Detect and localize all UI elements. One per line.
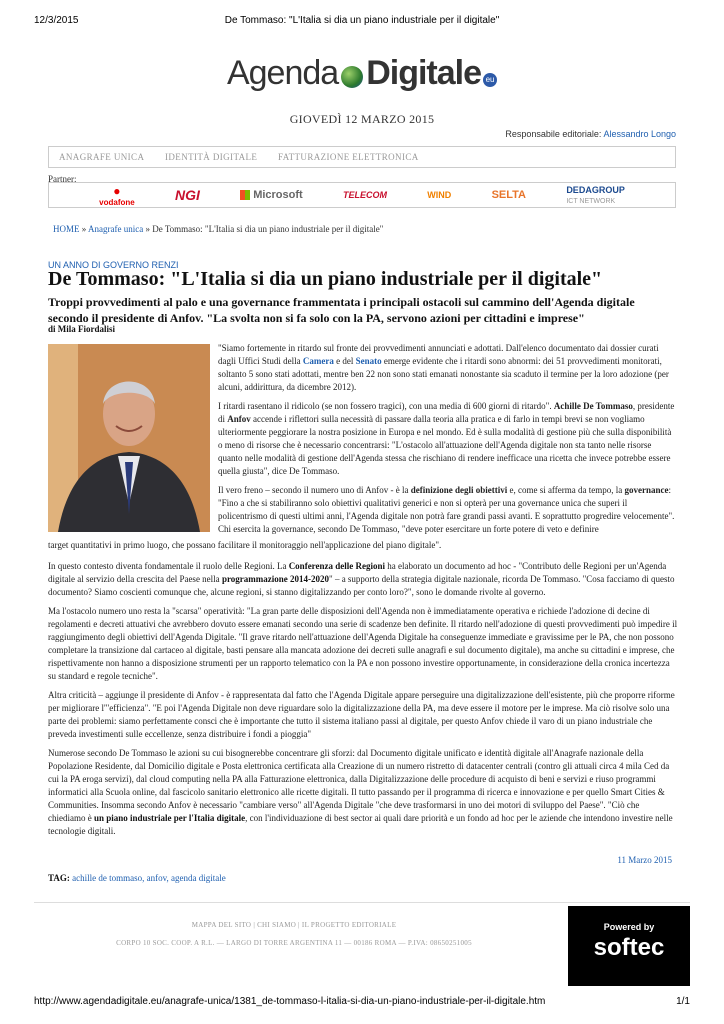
logo-digitale: Digitale <box>366 54 482 92</box>
paragraph-6: Altra criticità – aggiunge il presidente di Anfov - è rappresentata dal fatto che l'Agenda Digitale appare perseguire una digitalizzazione dell'esistente, più che proporre riforme per migliorare l'"efficienza". "E poi l'Agenda Digitale non deve riguardare solo la digitalizzazione della PA, ma deve essere il motore per le imprese. Ma ciò risolve solo una parte dei problemi: siamo perfettamente consci che è importante che tutto il sistema italiano passi al digitale, per questo Anfov chiede il varo di un piano industriale che preveda investimenti sulle eccellenze, senza distribuire i fondi a pioggia" <box>48 690 675 739</box>
softec-logo: softec <box>593 934 665 961</box>
publish-date: 11 Marzo 2015 <box>617 855 672 865</box>
article-title: De Tommaso: "L'Italia si dia un piano industriale per il digitale" <box>48 268 603 290</box>
nav-anagrafe-unica[interactable]: ANAGRAFE UNICA <box>59 152 145 162</box>
site-footer <box>34 916 554 952</box>
print-date: 12/3/2015 <box>34 15 79 26</box>
date-line: GIOVEDÌ 12 MARZO 2015 <box>289 112 435 126</box>
article-subtitle: Troppi provvedimenti al palo e una governance frammentata i principali ostacoli sul cammino dell'Agenda digitale secondo il presidente di Anfov. "La svolta non si fa solo con la PA, servono azioni per cittadini e imprese" <box>48 295 635 325</box>
tag-links[interactable]: achille de tommaso, anfov, agenda digitale <box>72 873 226 883</box>
partner-dedagroup-logo[interactable]: DEDAGROUP ICT NETWORK <box>566 185 625 205</box>
footer-company: CORPO 10 SOC. COOP. A R.L. — LARGO DI TORRE ARGENTINA 11 — 00186 ROMA — P.IVA: 08650251005 <box>116 939 472 947</box>
paragraph-7: Numerose secondo De Tommaso le azioni su cui bisognerebbe concentrare gli sforzi: dal Documento digitale unificato e identità digitale all'Anagrafe nazionale della Popolazione Residente, dal Domicilio digitale e Posta elettronica certificata alla Creazione di un numero ristretto di datacenter centrali (contro gli attuali circa 4 mila Ced da cui la PA eroga servizi), dal cloud computing nella PA alla Fatturazione elettronica, dalla Digitalizzazione delle procedure di acquisto di beni e servizi e riuso programmi informatici alla Scuola online, dal fascicolo sanitario elettronico alle ricette digitali. Il tutto passando per il programma di ricerca e innovazione e per quello Smart Cities & Communities. Insomma secondo Anfov è necessario "cambiare verso" all'Agenda Digitale "che deve trasformarsi in uno dei motori di sviluppo del Paese". "Ciò che chiediamo è un piano industriale per l'Italia digitale, con l'individuazione di best sector ai quali dare priorità e un fondo ad hoc per le aziende che intendono investire nelle tecnologie digitali. <box>48 748 673 836</box>
author-photo <box>48 344 210 532</box>
print-title: De Tommaso: "L'Italia si dia un piano industriale per il digitale" <box>224 15 500 26</box>
partner-ngi-logo[interactable]: NGI <box>175 187 200 203</box>
editor-link[interactable]: Alessandro Longo <box>603 129 676 139</box>
partner-selta-logo[interactable]: SELTA <box>491 189 527 201</box>
article-tags: TAG: achille de tommaso, anfov, agenda digitale <box>48 873 226 883</box>
breadcrumb-home[interactable]: HOME <box>53 224 80 234</box>
paragraph-5: Ma l'ostacolo numero uno resta la "scarsa" operatività: "La gran parte delle disposizioni dell'Agenda non è immediatamente operativa e richiede l'adozione di decine di regolamenti e decreti attuativi che avrebbero dovuto essere emanati secondo una serie di scadenze ben definite. Il ritardo nell'adozione di questi provvedimenti può impedire il raggiungimento degli obiettivi dell'Agenda Digitale. "Il grave ritardo nell'attuazione dell'Agenda Digitale ha conseguenze immediate e gravissime per le PA, che non possono completare la transizione dal cartaceo al digitale, basti pensare alla mancata adozione dei decreti sulle anagrafi e sul documento digitale), ma anche su cittadini e imprese, che rispettivamente non hanno a disposizione strumenti per un rapporto telematico con la PA e non possono investire opportunamente, in considerazione della cronica incertezza su standard e regole tecniche". <box>48 606 678 681</box>
nav-fatturazione-elettronica[interactable]: FATTURAZIONE ELETTRONICA <box>277 152 419 162</box>
editor-line: Responsabile editoriale: Alessandro Longo <box>505 129 676 139</box>
link-camera[interactable]: Camera <box>302 356 334 366</box>
footer-divider <box>34 902 690 903</box>
logo-eu-badge: eu <box>483 73 497 87</box>
nav-identita-digitale[interactable]: IDENTITÀ DIGITALE <box>165 152 258 162</box>
partner-wind-logo[interactable]: WIND <box>427 190 452 200</box>
logo-agenda: Agenda <box>226 54 339 92</box>
print-footer <box>34 996 690 1007</box>
breadcrumb-section[interactable]: Anagrafe unica <box>88 224 144 234</box>
footer-links[interactable]: MAPPA DEL SITO | CHI SIAMO | IL PROGETTO EDITORIALE <box>191 921 397 929</box>
partner-microsoft-logo[interactable]: Microsoft <box>240 189 303 201</box>
link-senato[interactable]: Senato <box>355 356 382 366</box>
print-page-number: 1/1 <box>676 996 690 1007</box>
powered-by-badge[interactable]: Powered by softec <box>568 906 690 986</box>
breadcrumb-current: De Tommaso: "L'Italia si dia un piano industriale per il digitale" <box>152 224 384 234</box>
article-kicker[interactable]: UN ANNO DI GOVERNO RENZI <box>48 260 179 270</box>
breadcrumb: HOME » Anagrafe unica » De Tommaso: "L'Italia si dia un piano industriale per il digitale" <box>53 224 384 234</box>
article-author: di Mila Fiordalisi <box>48 324 116 334</box>
site-logo[interactable] <box>0 54 724 94</box>
print-url: http://www.agendadigitale.eu/anagrafe-unica/1381_de-tommaso-l-italia-si-dia-un-piano-industriale-per-il-digitale.htm <box>34 996 546 1007</box>
paragraph-1: "Siamo fortemente in ritardo sul fronte dei provvedimenti annunciati e adottati. Dall'elenco documentato dai dossier curati dagli Uffici Studi della Camera e del Senato emerge evidente che i ritardi sono abnormi: dei 51 provvedimenti monitorati, soltanto 5 sono stati adottati, mentre ben 22 non sono stati emanati nonostante sia scaduto il termine per la loro adozione (per alcuni, addirittura, da dicembre 2012). <box>218 343 669 392</box>
partner-label: Partner: <box>48 174 77 184</box>
partner-bar <box>48 182 676 208</box>
article-body-right-column <box>218 342 678 542</box>
paragraph-4: In questo contesto diventa fondamentale il ruolo delle Regioni. La Conferenza delle Regioni ha elaborato un documento ad hoc - "Contributo delle Regioni per un'Agenda digitale al servizio della crescita del Paese nella programmazione 2014-2020" – a supporto della strategia digitale nazionale, ricorda De Tommaso. "Cosa facciamo di questo documento? Siamo coscienti comunque che, alcune regioni, si stanno digitalizzando per conto loro?", sono le domande rivolte al governo. <box>48 561 675 597</box>
paragraph-3: Il vero freno – secondo il numero uno di Anfov - è la definizione degli obiettivi e, come si afferma da tempo, la governance: "Fino a che si stabiliranno solo obiettivi qualitativi generici e non si opterà per una governance unica che superi il policentrismo di questi ultimi anni, l'Agenda digitale non potrà fare grandi passi avanti. E soprattutto progredire velocemente". Chi esercita la governance, secondo De Tommaso, "deve poter esercitare un forte potere di veto e definire <box>218 485 675 534</box>
article-body <box>48 539 678 844</box>
paragraph-3-continued: target quantitativi in primo luogo, che possano facilitare il monitoraggio nell'applicazione del piano digitale". <box>48 540 442 550</box>
partner-telecom-logo[interactable]: TELECOM <box>342 190 387 200</box>
paragraph-2: I ritardi rasentano il ridicolo (se non fossero tragici), con una media di 600 giorni di ritardo". Achille De Tommaso, presidente di Anfov accende i riflettori sulla necessità di passare dalla teoria alla pratica e di farlo in tempi brevi se non vogliamo ulteriormente peggiorare la nostra posizione in Europa e nel mondo. Ed è sulla modalità di gestione più che sulla disponibilità o meno di risorse che è necessario concentrarsi: "L'ostacolo all'attuazione dell'Agenda digitale non sta tanto nelle risorse quanto nelle modalità di gestione dell'Agenda stessa che rischiano di rendere inefficace una ricetta che invece potrebbe essere quella giusta", dice De Tommaso. <box>218 401 675 476</box>
print-header <box>34 15 690 26</box>
partner-vodafone-logo[interactable]: ● vodafone <box>99 183 135 207</box>
globe-icon <box>341 66 363 88</box>
section-nav <box>48 146 676 168</box>
